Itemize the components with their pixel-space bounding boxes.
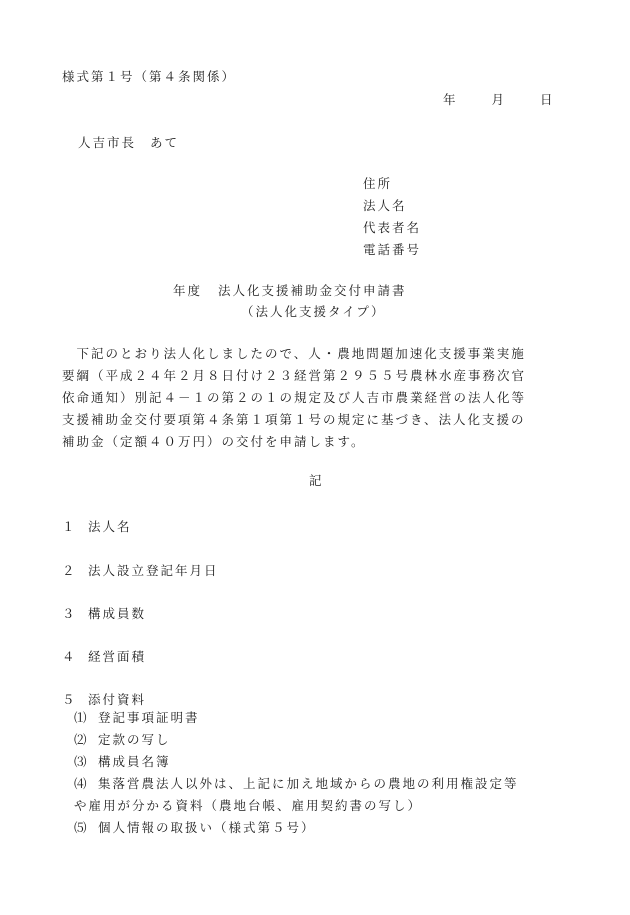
date-year: 年 xyxy=(443,92,458,107)
item-label: 構成員数 xyxy=(88,606,147,621)
item-number: ４ xyxy=(62,649,77,664)
item-label: 法人名 xyxy=(88,519,132,534)
attachment-item xyxy=(74,755,519,777)
body-line: 下記のとおり法人化しましたので、人・農地問題加速化支援事業実施 xyxy=(62,346,526,361)
attachment-number: ⑴ xyxy=(74,710,87,725)
item-corp-name xyxy=(62,517,132,535)
attachment-number: ⑸ xyxy=(74,820,87,835)
item-number: ２ xyxy=(62,563,77,578)
date-line xyxy=(443,94,555,107)
body-paragraph xyxy=(62,347,582,457)
attachment-number: ⑷ xyxy=(74,776,87,791)
attachment-text: 定款の写し xyxy=(98,732,171,747)
item-label: 経営面積 xyxy=(88,649,147,664)
applicant-representative-label: 代表者名 xyxy=(363,220,422,235)
body-line: 依命通知）別記４－１の第２の１の規定及び人吉市農業経営の法人化等 xyxy=(62,390,527,405)
body-line: 支援補助金交付要項第４条第１項第１号の規定に基づき、法人化支援の xyxy=(62,412,526,427)
item-number: ５ xyxy=(62,692,77,707)
attachment-continuation: や雇用が分かる資料（農地台帳、雇用契約書の写し） xyxy=(74,798,423,813)
attachment-item xyxy=(74,821,519,843)
item-registration-date xyxy=(62,561,219,579)
form-number: 様式第１号（第４条関係） xyxy=(62,69,237,84)
ki-heading: 記 xyxy=(309,473,324,488)
item-attachments xyxy=(62,690,146,708)
attachment-number: ⑵ xyxy=(74,732,87,747)
body-line: 要綱（平成２４年２月８日付け２３経営第２９５５号農林水産事務次官 xyxy=(62,368,527,383)
attachment-item xyxy=(74,711,519,733)
item-number: ３ xyxy=(62,606,77,621)
addressee xyxy=(78,137,179,150)
attachment-item xyxy=(74,733,519,755)
document-subtitle: （法人化支援タイプ） xyxy=(241,304,386,319)
attachment-item xyxy=(74,777,519,799)
attachment-text: 集落営農法人以外は、上記に加え地域からの農地の利用権設定等 xyxy=(98,776,519,791)
date-month: 月 xyxy=(491,92,507,107)
item-farm-area xyxy=(62,647,146,665)
body-line: 補助金（定額４０万円）の交付を申請します。 xyxy=(62,434,366,449)
item-member-count xyxy=(62,604,146,622)
attachment-text: 登記事項証明書 xyxy=(98,710,200,725)
attachment-text: 個人情報の取扱い（様式第５号） xyxy=(98,820,316,835)
document-title xyxy=(173,285,407,298)
attachments-list xyxy=(74,711,519,843)
attachment-text: 構成員名簿 xyxy=(98,754,171,769)
title-fiscal-year: 年度 xyxy=(173,283,203,298)
item-label: 法人設立登記年月日 xyxy=(88,563,219,578)
attachment-number: ⑶ xyxy=(74,754,87,769)
applicant-corp-name-label: 法人名 xyxy=(363,198,407,213)
applicant-block xyxy=(363,177,421,265)
addressee-name: 人吉市長 xyxy=(78,135,137,150)
date-day: 日 xyxy=(540,92,555,107)
item-label: 添付資料 xyxy=(88,692,147,707)
applicant-address-label: 住所 xyxy=(363,176,393,191)
applicant-phone-label: 電話番号 xyxy=(363,242,422,257)
item-number: １ xyxy=(62,519,77,534)
title-main: 法人化支援補助金交付申請書 xyxy=(218,283,407,298)
addressee-suffix: あて xyxy=(150,135,180,150)
